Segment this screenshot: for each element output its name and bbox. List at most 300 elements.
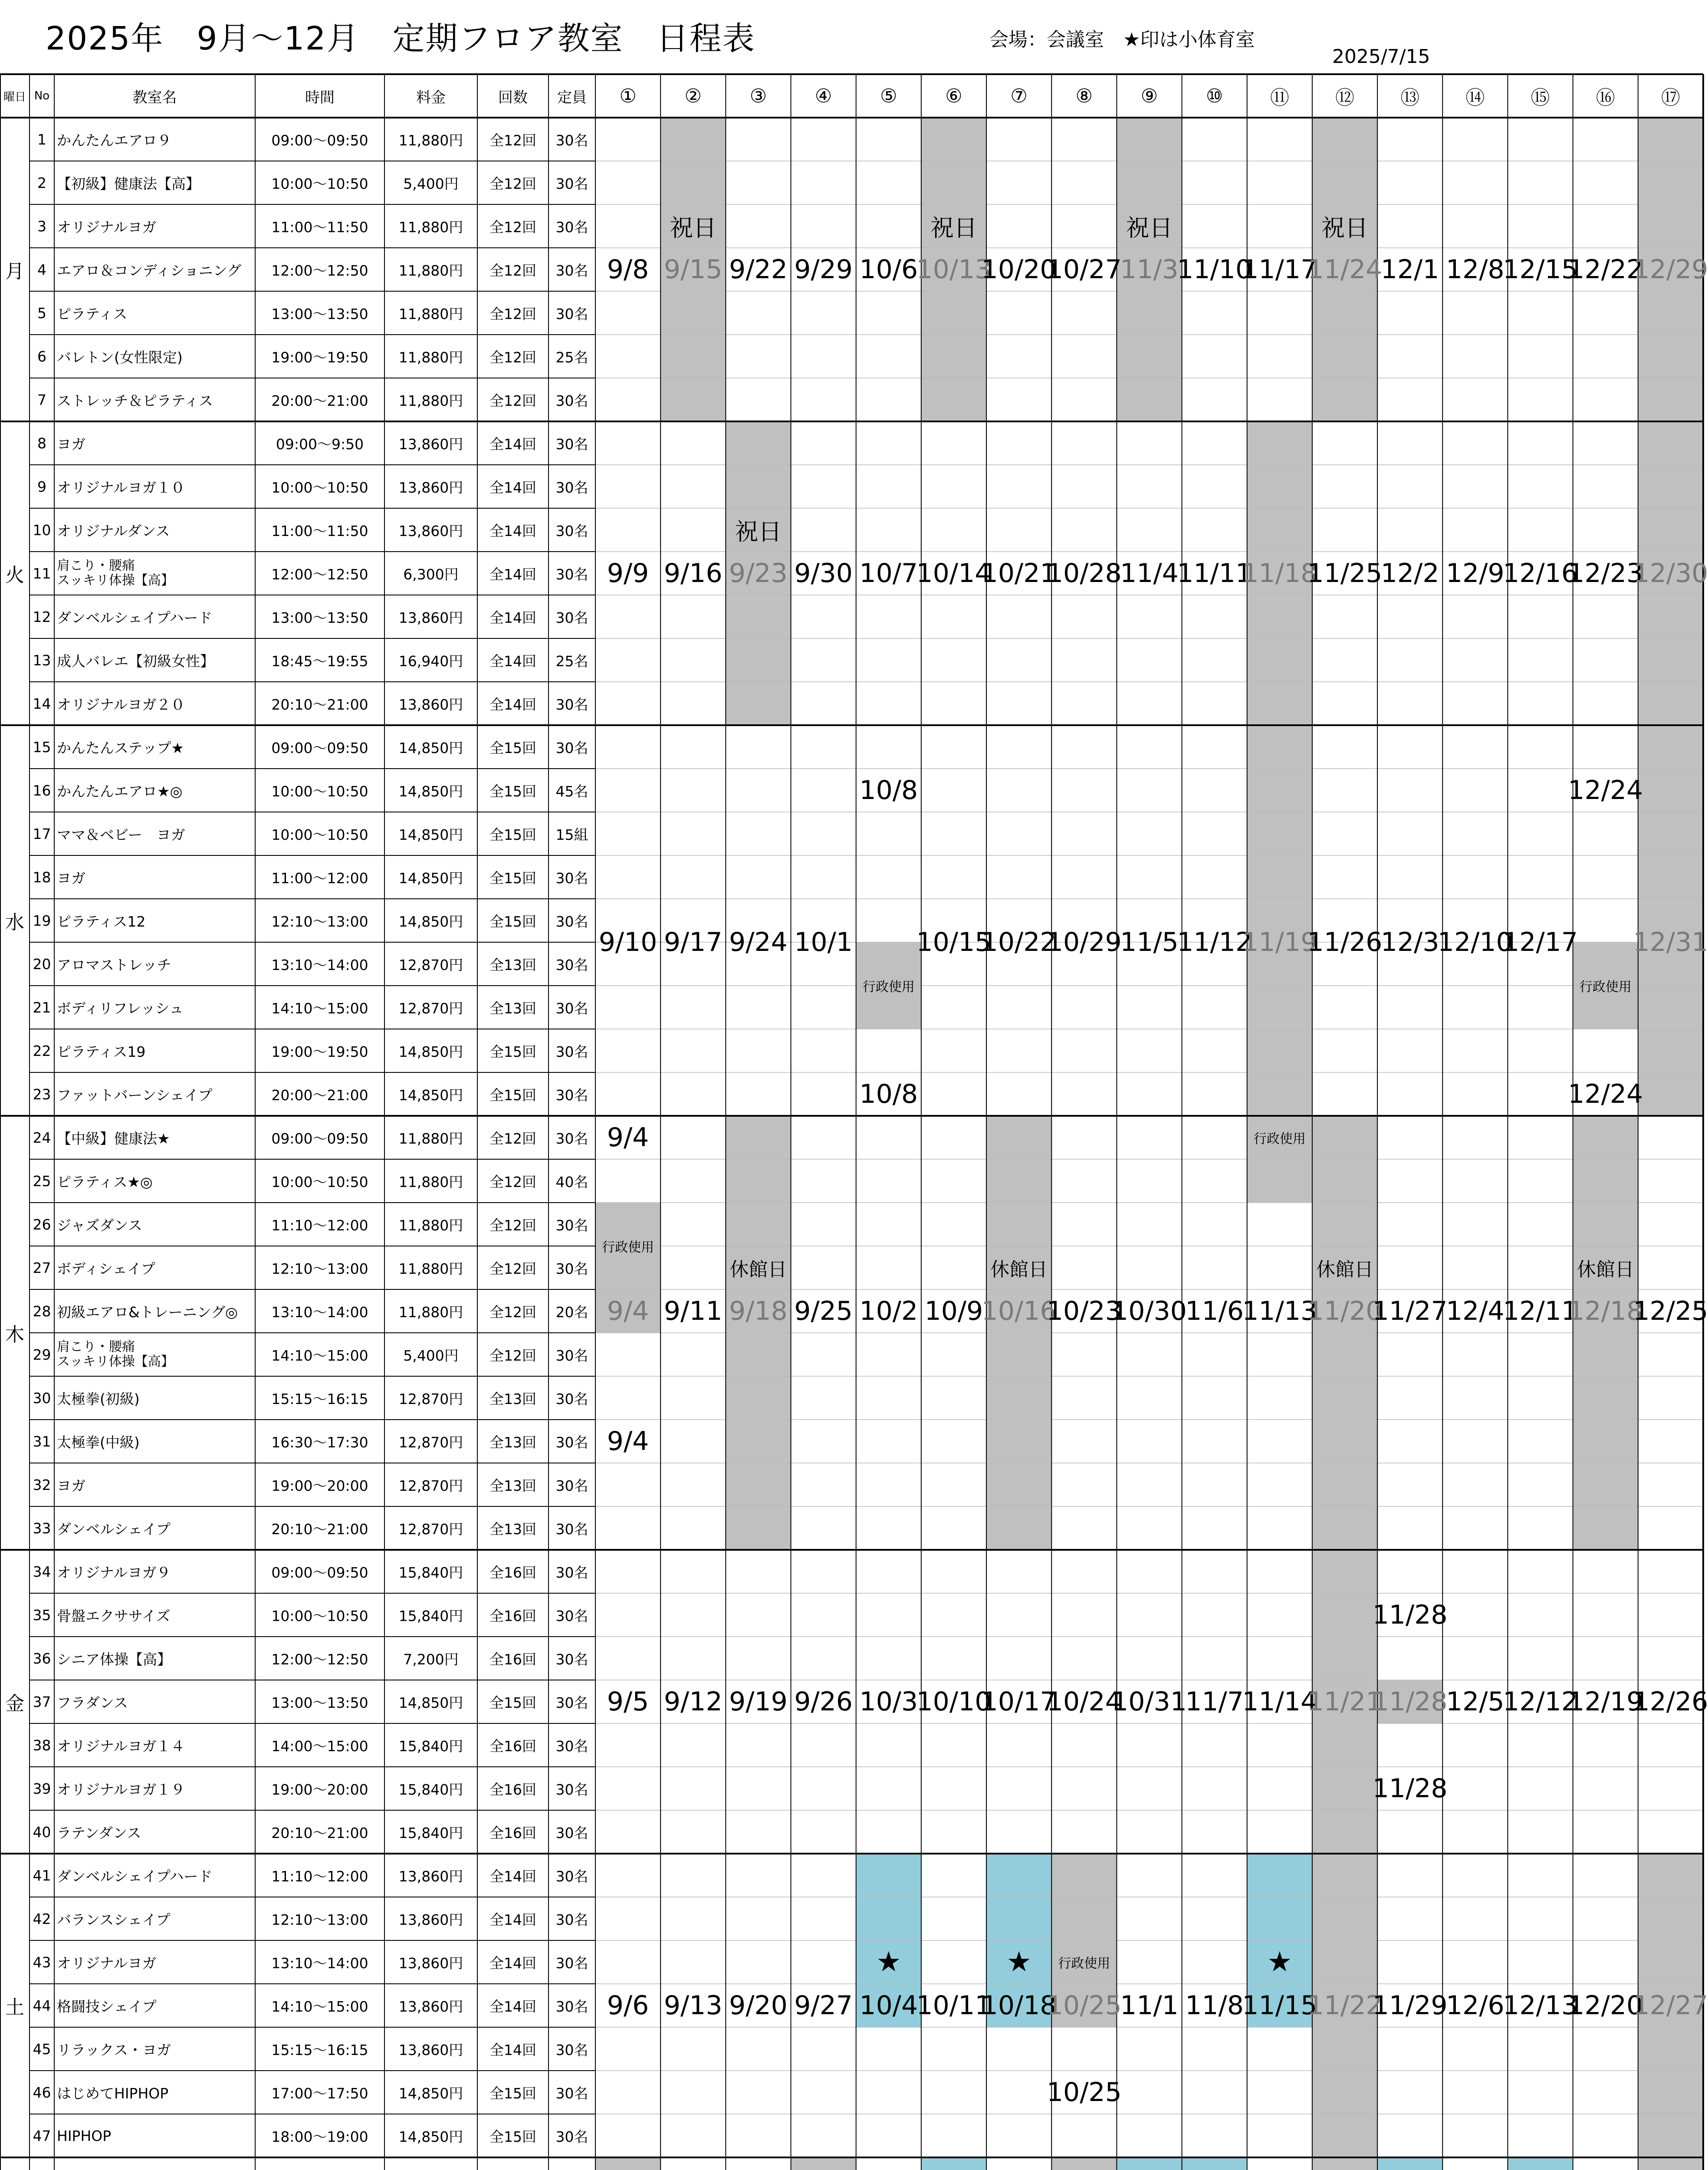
session-date: 9/22 xyxy=(729,254,788,285)
class-no: 10 xyxy=(33,521,51,539)
class-capacity: 30名 xyxy=(555,1260,588,1277)
class-time: 11:00～12:00 xyxy=(271,869,368,887)
session-date: 10/21 xyxy=(981,558,1057,589)
class-capacity: 30名 xyxy=(555,1781,588,1798)
header-day: 曜日 xyxy=(3,90,26,104)
class-fee: 12,870円 xyxy=(398,1477,463,1494)
session-date: 10/16 xyxy=(981,1296,1057,1326)
class-name-line: スッキリ体操【高】 xyxy=(57,1354,174,1369)
session-date: 9/4 xyxy=(607,1296,649,1326)
class-fee: 13,860円 xyxy=(398,479,463,496)
class-fee: 13,860円 xyxy=(398,1998,463,2015)
class-no: 40 xyxy=(33,1823,51,1841)
class-capacity: 15組 xyxy=(555,826,588,843)
session-date: 12/10 xyxy=(1437,927,1513,957)
class-time: 12:00～12:50 xyxy=(271,1651,368,1668)
session-date: 11/22 xyxy=(1307,1990,1383,2021)
class-no: 44 xyxy=(33,1997,51,2014)
class-count: 全13回 xyxy=(489,1000,536,1017)
class-count: 全13回 xyxy=(489,1477,536,1494)
class-time: 20:10～21:00 xyxy=(271,696,368,713)
session-date: 10/7 xyxy=(859,558,918,589)
class-count: 全12回 xyxy=(489,175,536,192)
session-date: 12/1 xyxy=(1380,254,1439,285)
class-no: 28 xyxy=(33,1302,51,1320)
session-date: 11/19 xyxy=(1242,927,1317,957)
class-capacity: 30名 xyxy=(555,1564,588,1581)
class-name: HIPHOP xyxy=(57,2127,112,2144)
header-no: No xyxy=(34,89,50,102)
class-count: 全15回 xyxy=(489,913,536,930)
class-count: 全16回 xyxy=(489,1781,536,1798)
session-date: 9/23 xyxy=(729,558,788,589)
session-header: ⑫ xyxy=(1335,87,1355,109)
class-fee: 13,860円 xyxy=(398,1954,463,1972)
class-capacity: 25名 xyxy=(555,349,588,366)
class-capacity: 30名 xyxy=(555,2128,588,2145)
class-name: 骨盤エクササイズ xyxy=(57,1607,171,1624)
session-date: 12/30 xyxy=(1633,558,1708,589)
class-name xyxy=(54,1333,255,1376)
class-fee: 13,860円 xyxy=(398,696,463,713)
class-capacity: 30名 xyxy=(555,262,588,279)
session-date: 12/23 xyxy=(1568,558,1643,589)
session-date: 10/20 xyxy=(981,254,1057,285)
class-fee: 11,880円 xyxy=(398,1260,463,1277)
class-capacity: 30名 xyxy=(555,1477,588,1494)
class-name: 【中級】健康法★ xyxy=(57,1130,170,1147)
weekday-label xyxy=(0,2157,30,2170)
class-capacity: 20名 xyxy=(555,1303,588,1321)
class-no: 46 xyxy=(33,2084,51,2101)
admin-label: 行政使用 xyxy=(1253,1131,1306,1147)
session-date: 10/29 xyxy=(1046,927,1122,957)
class-capacity xyxy=(549,2157,595,2170)
session-date: 10/6 xyxy=(859,254,918,285)
holiday-label: 祝日 xyxy=(735,518,782,546)
class-no: 2 xyxy=(37,174,46,191)
class-name: 太極拳(中級) xyxy=(57,1434,140,1451)
session-date: 12/20 xyxy=(1568,1990,1643,2021)
class-count: 全15回 xyxy=(489,2128,536,2145)
holiday-label: 祝日 xyxy=(930,214,977,242)
class-name: ピラティス12 xyxy=(57,913,146,930)
session-date: 10/31 xyxy=(1112,1687,1187,1717)
class-no: 27 xyxy=(33,1259,51,1276)
class-capacity: 30名 xyxy=(555,1086,588,1104)
session-header: ⑰ xyxy=(1661,87,1680,109)
session-header: ④ xyxy=(815,85,832,107)
class-no: 1 xyxy=(37,131,46,148)
alt-date: 11/28 xyxy=(1372,1773,1448,1804)
session-header: ⑧ xyxy=(1075,85,1093,107)
class-count: 全14回 xyxy=(489,1911,536,1928)
class-capacity: 30名 xyxy=(555,1607,588,1624)
session-date: 9/11 xyxy=(663,1296,723,1326)
weekday-label: 水 xyxy=(5,911,24,934)
class-name: 太極拳(初級) xyxy=(57,1390,140,1407)
class-no: 31 xyxy=(33,1433,51,1450)
class-no: 38 xyxy=(33,1736,51,1754)
class-count: 全12回 xyxy=(489,132,536,149)
weekday-label: 火 xyxy=(5,564,24,586)
class-fee: 15,840円 xyxy=(398,1564,463,1581)
class-count: 全12回 xyxy=(489,218,536,236)
session-date: 11/25 xyxy=(1307,558,1383,589)
class-capacity: 30名 xyxy=(555,2041,588,2058)
session-date: 11/11 xyxy=(1177,558,1252,589)
session-date: 10/2 xyxy=(859,1296,918,1326)
class-capacity: 30名 xyxy=(555,1520,588,1538)
header-fee: 料金 xyxy=(416,89,446,106)
session-header: ① xyxy=(619,85,637,107)
class-fee: 7,200円 xyxy=(403,1651,459,1668)
session-date: 10/28 xyxy=(1046,558,1122,589)
class-fee: 14,850円 xyxy=(398,2128,463,2145)
session-header: ⑩ xyxy=(1205,85,1223,107)
class-fee: 14,850円 xyxy=(398,1086,463,1104)
class-fee: 14,850円 xyxy=(398,2085,463,2102)
session-date: 10/17 xyxy=(981,1687,1057,1717)
session-header: ⑮ xyxy=(1531,87,1550,109)
class-count: 全16回 xyxy=(489,1607,536,1624)
class-no: 17 xyxy=(33,825,51,842)
class-capacity: 30名 xyxy=(555,1868,588,1885)
class-name: アロマストレッチ xyxy=(57,956,171,973)
class-name: オリジナルヨガ１９ xyxy=(57,1781,185,1798)
class-name: ヨガ xyxy=(57,435,85,453)
session-date: 12/12 xyxy=(1503,1687,1578,1717)
session-date: 9/30 xyxy=(794,558,853,589)
session-header: ⑦ xyxy=(1010,85,1028,107)
session-date: 12/17 xyxy=(1503,927,1578,957)
alt-date: 9/4 xyxy=(607,1122,649,1153)
class-count: 全12回 xyxy=(489,262,536,279)
class-fee: 12,870円 xyxy=(398,1000,463,1017)
session-header: ⑬ xyxy=(1400,87,1420,109)
header-time: 時間 xyxy=(305,89,335,106)
class-time: 13:10～14:00 xyxy=(271,1954,368,1972)
class-no: 42 xyxy=(33,1910,51,1927)
session-date: 12/27 xyxy=(1633,1990,1708,2021)
class-no: 14 xyxy=(33,695,51,712)
class-fee: 6,300円 xyxy=(403,566,459,583)
class-fee: 12,870円 xyxy=(398,1434,463,1451)
session-date: 9/19 xyxy=(729,1687,788,1717)
class-fee: 15,840円 xyxy=(398,1737,463,1755)
class-capacity: 30名 xyxy=(555,1347,588,1364)
session-date: 9/16 xyxy=(663,558,723,589)
class-time: 11:00～11:50 xyxy=(271,218,368,236)
session-date: 11/29 xyxy=(1372,1990,1448,2021)
class-count: 全16回 xyxy=(489,1737,536,1755)
class-name: 【初級】健康法【高】 xyxy=(57,175,200,192)
class-time: 12:00～12:50 xyxy=(271,262,368,279)
class-no: 47 xyxy=(33,2127,51,2144)
class-fee: 16,940円 xyxy=(398,652,463,670)
class-fee: 14,850円 xyxy=(398,913,463,930)
class-time: 10:00～10:50 xyxy=(271,479,368,496)
session-date: 9/24 xyxy=(729,927,788,957)
class-capacity: 30名 xyxy=(555,1217,588,1234)
admin-label: 行政使用 xyxy=(1058,1956,1110,1971)
session-date: 10/13 xyxy=(916,254,992,285)
session-date: 12/6 xyxy=(1445,1990,1504,2021)
class-fee: 11,880円 xyxy=(398,349,463,366)
class-no xyxy=(30,2157,54,2170)
session-date: 11/26 xyxy=(1307,927,1383,957)
class-count: 全14回 xyxy=(489,652,536,670)
class-capacity: 45名 xyxy=(555,783,588,800)
class-name: ジャズダンス xyxy=(57,1217,142,1234)
class-capacity: 30名 xyxy=(555,132,588,149)
class-time: 13:10～14:00 xyxy=(271,1303,368,1321)
session-date: 10/4 xyxy=(859,1990,918,2021)
weekday-label: 金 xyxy=(5,1693,24,1715)
class-time: 09:00～09:50 xyxy=(271,132,368,149)
class-no: 19 xyxy=(33,912,51,929)
class-no: 29 xyxy=(33,1346,51,1363)
page-title: 2025年 9月～12月 定期フロア教室 日程表 xyxy=(46,20,755,57)
alt-date: 10/8 xyxy=(859,775,918,806)
class-capacity: 30名 xyxy=(555,1737,588,1755)
class-time: 13:00～13:50 xyxy=(271,609,368,626)
venue-note: 会場：会議室 ★印は小体育室 xyxy=(989,29,1255,51)
class-fee: 12,870円 xyxy=(398,1520,463,1538)
class-time: 20:00～21:00 xyxy=(271,1086,368,1104)
class-name: ストレッチ＆ピラティス xyxy=(57,392,214,409)
class-time: 14:10～15:00 xyxy=(271,1000,368,1017)
class-no: 9 xyxy=(37,478,46,495)
closed-label: 休館日 xyxy=(990,1259,1048,1281)
session-date: 11/8 xyxy=(1185,1990,1244,2021)
class-fee: 11,880円 xyxy=(398,1303,463,1321)
session-date: 9/18 xyxy=(729,1296,788,1326)
class-name: リラックス・ヨガ xyxy=(57,2041,171,2058)
class-name: オリジナルヨガ１０ xyxy=(57,479,185,496)
session-header: ⑤ xyxy=(880,85,897,107)
class-fee: 15,840円 xyxy=(398,1781,463,1798)
class-name: ヨガ xyxy=(57,1477,85,1494)
session-date: 10/3 xyxy=(859,1687,918,1717)
class-fee: 12,870円 xyxy=(398,956,463,973)
class-count: 全12回 xyxy=(489,1130,536,1147)
class-fee: 13,860円 xyxy=(398,2041,463,2058)
session-date: 10/24 xyxy=(1046,1687,1122,1717)
class-time: 14:10～15:00 xyxy=(271,1998,368,2015)
class-count: 全14回 xyxy=(489,435,536,453)
session-date: 12/22 xyxy=(1568,254,1643,285)
session-date: 9/8 xyxy=(607,254,649,285)
class-capacity: 30名 xyxy=(555,609,588,626)
session-date: 12/16 xyxy=(1503,558,1578,589)
class-count: 全14回 xyxy=(489,2041,536,2058)
weekday-label: 木 xyxy=(5,1324,24,1346)
session-date: 11/5 xyxy=(1120,927,1179,957)
class-time: 18:00～19:00 xyxy=(271,2128,368,2145)
class-capacity: 30名 xyxy=(555,2085,588,2102)
session-date: 9/20 xyxy=(729,1990,788,2021)
small-gym-star: ★ xyxy=(876,1946,901,1978)
session-date: 10/1 xyxy=(794,927,853,957)
class-fee: 13,860円 xyxy=(398,435,463,453)
class-count: 全15回 xyxy=(489,1043,536,1060)
class-count: 全12回 xyxy=(489,349,536,366)
class-capacity: 30名 xyxy=(555,1434,588,1451)
session-date: 12/13 xyxy=(1503,1990,1578,2021)
class-name: ボディリフレッシュ xyxy=(57,1000,184,1017)
session-header: ⑯ xyxy=(1596,87,1615,109)
alt-date: 10/8 xyxy=(859,1079,918,1109)
class-fee: 14,850円 xyxy=(398,739,463,756)
session-header: ⑥ xyxy=(945,85,962,107)
class-time: 19:00～19:50 xyxy=(271,1043,368,1060)
class-count: 全12回 xyxy=(489,1217,536,1234)
class-name-line: 肩こり・腰痛 xyxy=(57,558,135,573)
class-name: オリジナルヨガ xyxy=(57,1954,157,1972)
class-time: 13:10～14:00 xyxy=(271,956,368,973)
class-name: ヨガ xyxy=(57,869,85,887)
class-time: 09:00～09:50 xyxy=(271,739,368,756)
class-fee: 5,400円 xyxy=(403,175,459,192)
alt-date: 11/28 xyxy=(1372,1600,1448,1630)
class-count: 全14回 xyxy=(489,696,536,713)
class-name: はじめてHIPHOP xyxy=(57,2085,169,2102)
class-name: バランスシェイプ xyxy=(57,1911,171,1928)
session-date: 10/15 xyxy=(916,927,992,957)
class-fee: 11,880円 xyxy=(398,262,463,279)
class-capacity: 30名 xyxy=(555,1694,588,1711)
class-fee: 13,860円 xyxy=(398,1911,463,1928)
session-date: 12/11 xyxy=(1503,1296,1578,1326)
class-time: 11:00～11:50 xyxy=(271,522,368,539)
class-fee: 12,870円 xyxy=(398,1390,463,1407)
class-name: ママ＆ベビー ヨガ xyxy=(57,826,185,843)
class-capacity: 30名 xyxy=(555,566,588,583)
session-date: 11/24 xyxy=(1307,254,1383,285)
class-name: かんたんエアロ★◎ xyxy=(57,783,183,800)
class-fee: 11,880円 xyxy=(398,392,463,409)
class-name: かんたんステップ★ xyxy=(57,739,184,756)
session-date: 10/23 xyxy=(1046,1296,1122,1326)
class-time: 09:00～9:50 xyxy=(276,435,364,453)
session-date: 11/10 xyxy=(1177,254,1252,285)
class-time: 12:10～13:00 xyxy=(271,1260,368,1277)
class-fee: 11,880円 xyxy=(398,305,463,322)
class-no: 11 xyxy=(33,565,51,582)
class-time: 13:00～13:50 xyxy=(271,1694,368,1711)
small-gym-star: ★ xyxy=(1006,1946,1031,1978)
class-time: 20:00～21:00 xyxy=(271,392,368,409)
session-date: 11/17 xyxy=(1242,254,1317,285)
class-name: オリジナルヨガ９ xyxy=(57,1564,171,1581)
session-date: 11/12 xyxy=(1177,927,1252,957)
class-no: 36 xyxy=(33,1650,51,1667)
class-name: オリジナルダンス xyxy=(57,522,170,539)
class-name: 初級エアロ&トレーニング◎ xyxy=(57,1303,238,1321)
class-time: 09:00～09:50 xyxy=(271,1130,368,1147)
class-no: 26 xyxy=(33,1216,51,1233)
class-count: 全14回 xyxy=(489,522,536,539)
session-date: 9/25 xyxy=(794,1296,853,1326)
session-date: 10/30 xyxy=(1112,1296,1187,1326)
class-name: ダンベルシェイプハード xyxy=(57,609,213,626)
session-date: 10/22 xyxy=(981,927,1057,957)
closed-label: 休館日 xyxy=(729,1259,787,1281)
session-header: ⑪ xyxy=(1270,87,1289,109)
class-count: 全14回 xyxy=(489,1954,536,1972)
class-fee: 5,400円 xyxy=(403,1347,459,1364)
session-date: 12/4 xyxy=(1445,1296,1504,1326)
class-time: 17:00～17:50 xyxy=(271,2085,368,2102)
class-name: ピラティス★◎ xyxy=(57,1173,153,1190)
class-count: 全12回 xyxy=(489,1260,536,1277)
class-fee: 11,880円 xyxy=(398,1217,463,1234)
class-no: 34 xyxy=(33,1563,51,1580)
class-time: 10:00～10:50 xyxy=(271,1607,368,1624)
class-no: 18 xyxy=(33,868,51,886)
class-no: 43 xyxy=(33,1953,51,1971)
class-name: バレトン(女性限定) xyxy=(57,349,183,366)
class-time: 11:10～12:00 xyxy=(271,1868,368,1885)
session-date: 11/6 xyxy=(1185,1296,1244,1326)
class-capacity: 30名 xyxy=(555,1954,588,1972)
session-date: 10/10 xyxy=(916,1687,992,1717)
session-date: 11/18 xyxy=(1242,558,1317,589)
session-date: 12/3 xyxy=(1380,927,1439,957)
admin-label: 行政使用 xyxy=(862,980,915,995)
class-capacity: 30名 xyxy=(555,1043,588,1060)
class-time: 10:00～10:50 xyxy=(271,175,368,192)
class-no: 4 xyxy=(37,261,46,278)
class-count: 全12回 xyxy=(489,1347,536,1364)
session-header: ⑭ xyxy=(1465,87,1485,109)
session-date: 12/18 xyxy=(1568,1296,1643,1326)
class-capacity: 30名 xyxy=(555,956,588,973)
class-name: エアロ＆コンディショニング xyxy=(57,262,242,279)
class-time: 15:15～16:15 xyxy=(271,1390,368,1407)
class-no: 7 xyxy=(37,391,46,408)
class-time xyxy=(255,2157,384,2170)
class-capacity: 30名 xyxy=(555,218,588,236)
class-capacity: 30名 xyxy=(555,1651,588,1668)
session-date: 12/26 xyxy=(1633,1687,1708,1717)
class-time: 20:10～21:00 xyxy=(271,1520,368,1538)
class-name: ボディシェイプ xyxy=(57,1260,155,1277)
class-time: 09:00～09:50 xyxy=(271,1564,368,1581)
class-count: 全13回 xyxy=(489,956,536,973)
holiday-label: 祝日 xyxy=(1321,214,1369,242)
alt-date: 10/25 xyxy=(1046,2077,1122,2108)
session-date: 9/13 xyxy=(663,1990,723,2021)
class-name xyxy=(54,552,255,595)
session-date: 11/21 xyxy=(1307,1687,1383,1717)
class-capacity: 30名 xyxy=(555,479,588,496)
class-count: 全15回 xyxy=(489,1694,536,1711)
weekday-label: 月 xyxy=(5,260,24,283)
class-name-line: 肩こり・腰痛 xyxy=(57,1339,135,1355)
class-count: 全15回 xyxy=(489,739,536,756)
class-no: 39 xyxy=(33,1780,51,1797)
class-name-line: スッキリ体操【高】 xyxy=(57,573,174,588)
session-date: 10/14 xyxy=(916,558,992,589)
class-count xyxy=(477,2157,549,2170)
class-time: 19:00～19:50 xyxy=(271,349,368,366)
class-count: 全13回 xyxy=(489,1390,536,1407)
class-time: 14:10～15:00 xyxy=(271,1347,368,1364)
class-name: オリジナルヨガ１４ xyxy=(57,1737,185,1755)
holiday-label: 祝日 xyxy=(670,214,717,242)
